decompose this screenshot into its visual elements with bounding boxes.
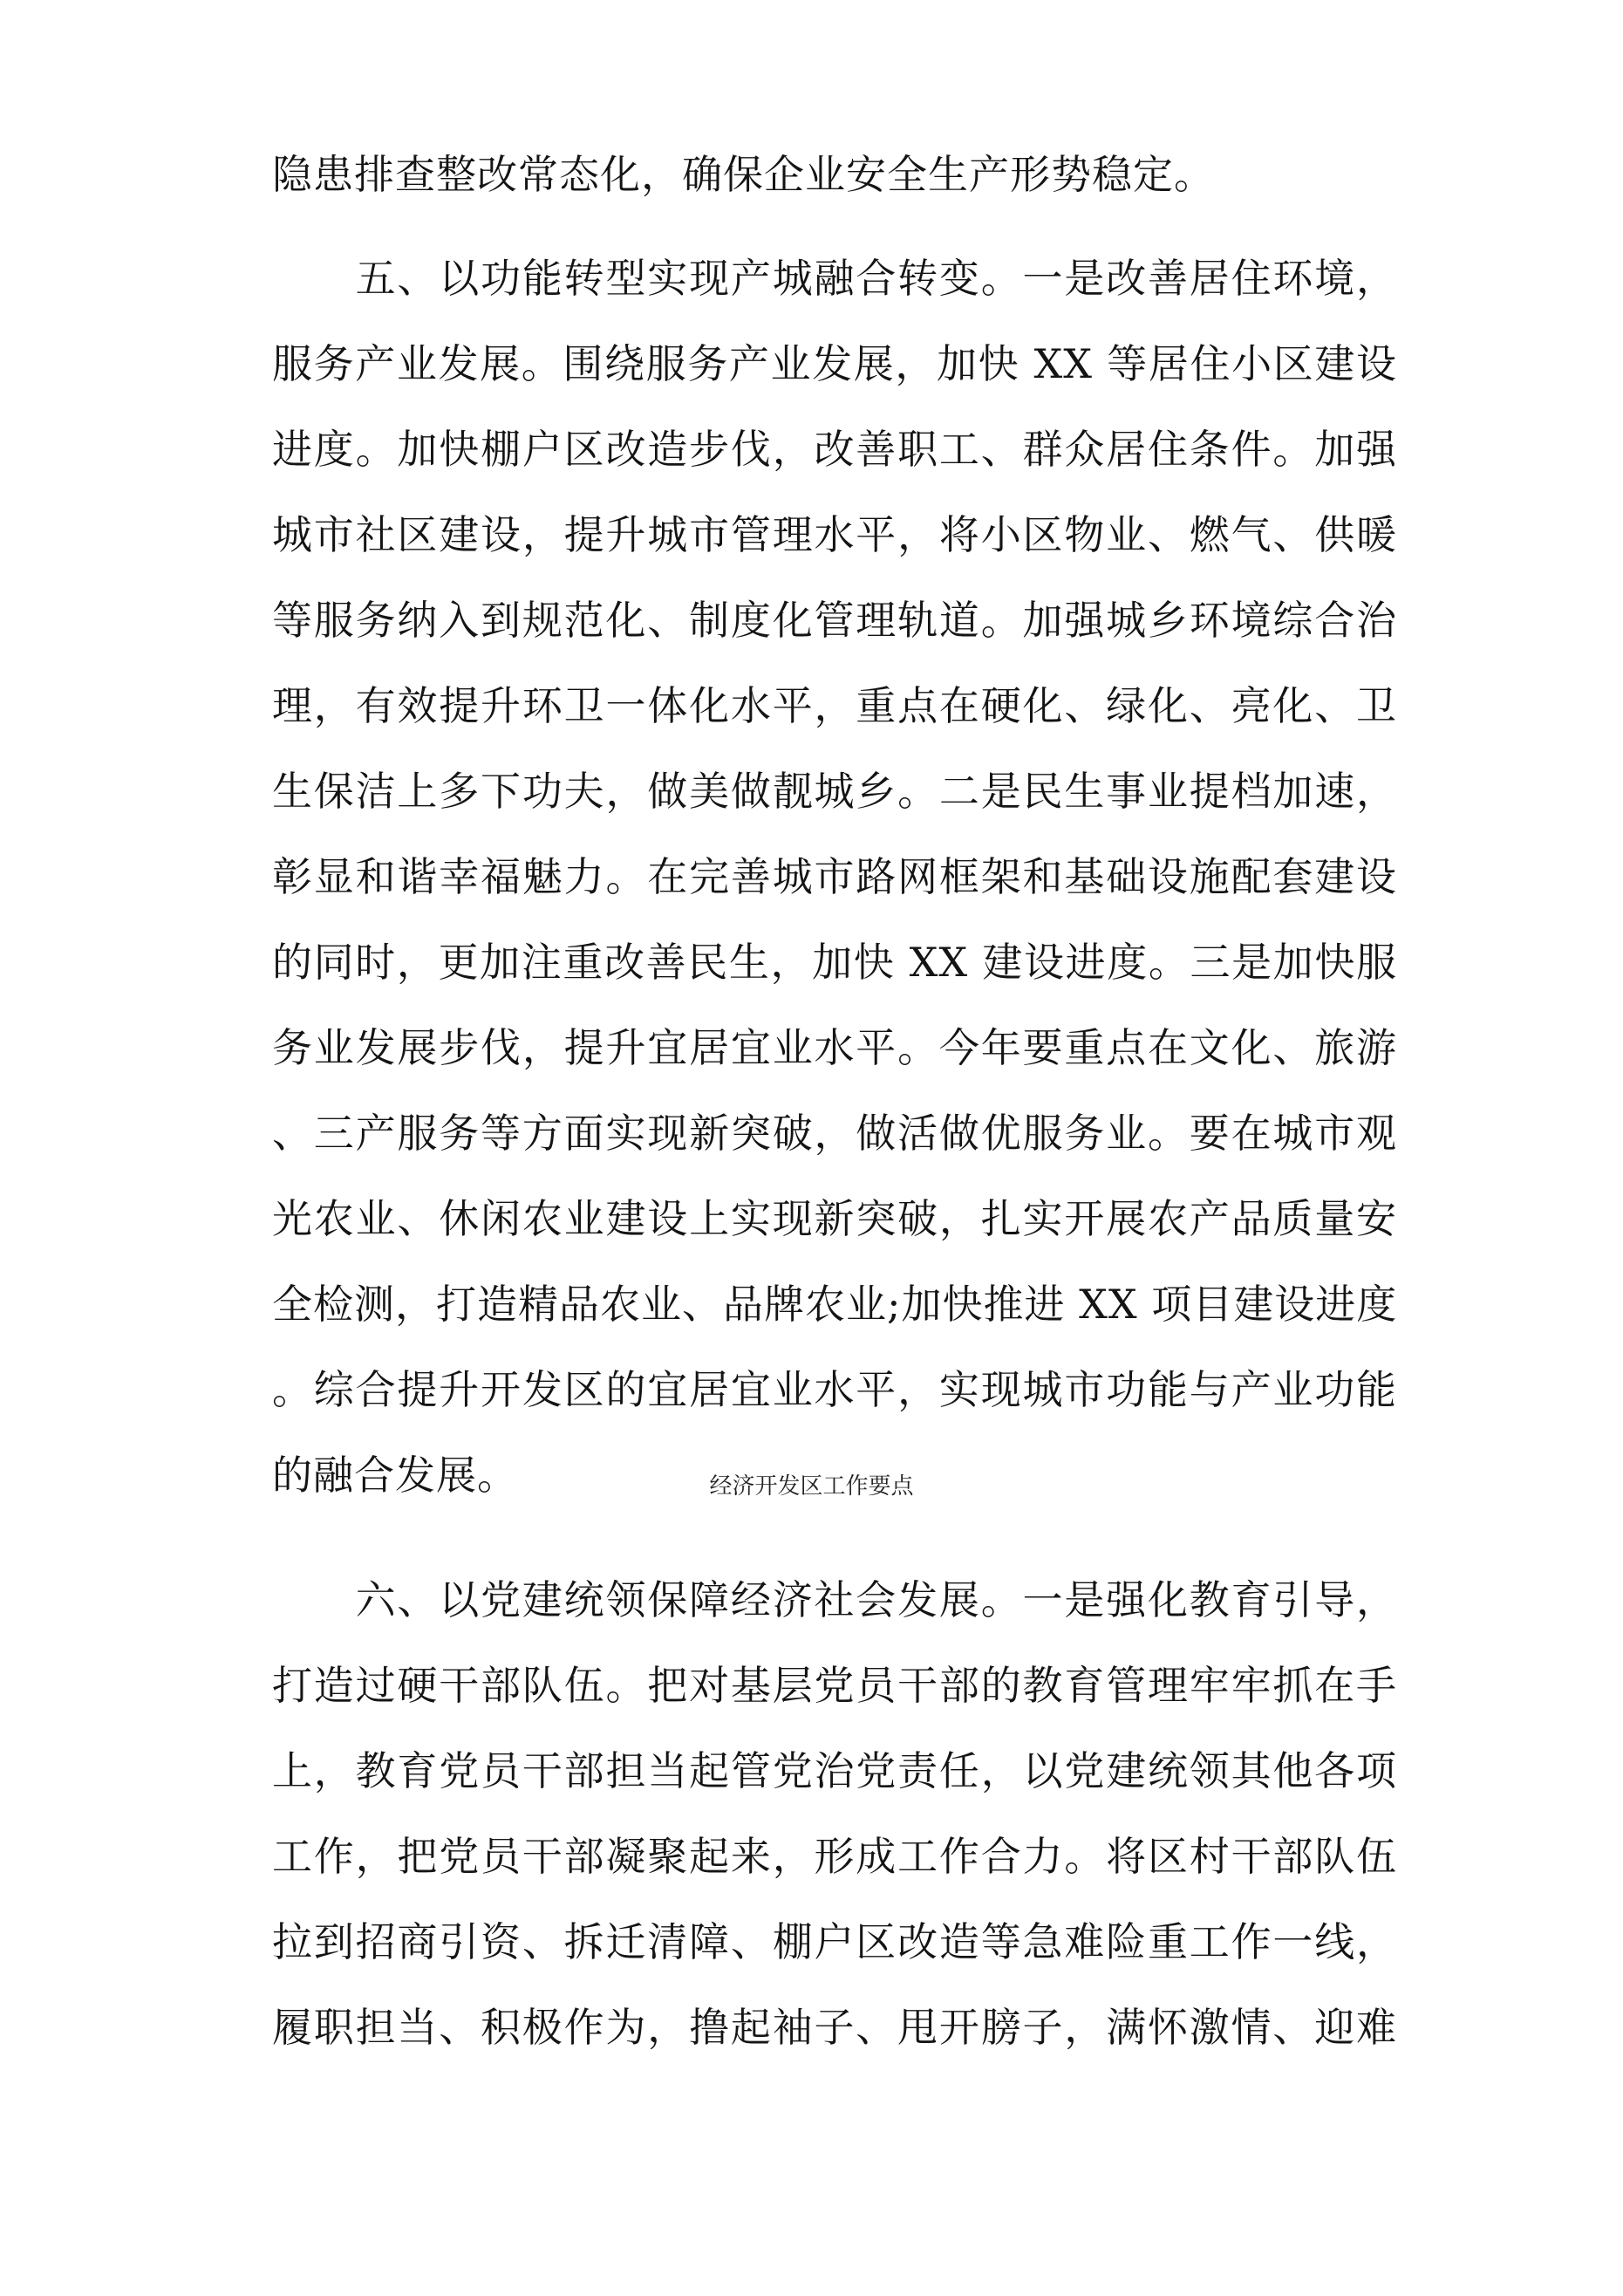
text-line: 打造过硬干部队伍。把对基层党员干部的教育管理牢牢抓在手: [272, 1662, 1397, 1709]
text-line: 全检测，打造精品农业、品牌农业;加快推进 XX 项目建设进度: [272, 1281, 1397, 1328]
text-line: 拉到招商引资、拆迁清障、棚户区改造等急难险重工作一线，: [272, 1918, 1397, 1965]
text-line: 服务产业发展。围绕服务产业发展，加快 XX 等居住小区建设: [272, 340, 1397, 387]
text-line: 上，教育党员干部担当起管党治党责任，以党建统领其他各项: [272, 1747, 1397, 1794]
section-5-paragraph: [272, 236, 1397, 1518]
text-line: 理，有效提升环卫一体化水平，重点在硬化、绿化、亮化、卫: [272, 682, 1397, 729]
text-line: 务业发展步伐，提升宜居宜业水平。今年要重点在文化、旅游: [272, 1024, 1397, 1071]
text-line: 光农业、休闲农业建设上实现新突破，扎实开展农产品质量安: [272, 1195, 1397, 1242]
text-line: 五、以功能转型实现产城融合转变。一是改善居住环境，: [272, 255, 1397, 302]
text-line: 。综合提升开发区的宜居宜业水平，实现城市功能与产业功能: [272, 1366, 1397, 1413]
text-line: 彰显和谐幸福魅力。在完善城市路网框架和基础设施配套建设: [272, 853, 1397, 900]
text-line: 履职担当、积极作为，撸起袖子、甩开膀子，满怀激情、迎难: [272, 2004, 1397, 2051]
text-line: 生保洁上多下功夫，做美做靓城乡。二是民生事业提档加速，: [272, 768, 1397, 815]
text-line: 隐患排查整改常态化，确保企业安全生产形势稳定。: [272, 151, 1215, 198]
text-line: 等服务纳入到规范化、制度化管理轨道。加强城乡环境综合治: [272, 597, 1397, 644]
text-line: 进度。加快棚户区改造步伐，改善职工、群众居住条件。加强: [272, 426, 1397, 473]
text-line: 工作，把党员干部凝聚起来，形成工作合力。将区村干部队伍: [272, 1833, 1397, 1880]
text-line: 城市社区建设，提升城市管理水平，将小区物业、燃气、供暖: [272, 511, 1397, 558]
continuation-paragraph: [272, 132, 1397, 217]
text-line: 的融合发展。: [272, 1452, 518, 1499]
text-line: 六、以党建统领保障经济社会发展。一是强化教育引导，: [272, 1576, 1397, 1623]
text-line: 的同时，更加注重改善民生，加快 XX 建设进度。三是加快服: [272, 939, 1397, 986]
document-caption: 经济开发区工作要点: [709, 1473, 914, 1500]
text-line: 、三产服务等方面实现新突破，做活做优服务业。要在城市观: [272, 1110, 1397, 1157]
section-6-paragraph: [272, 1557, 1397, 2070]
